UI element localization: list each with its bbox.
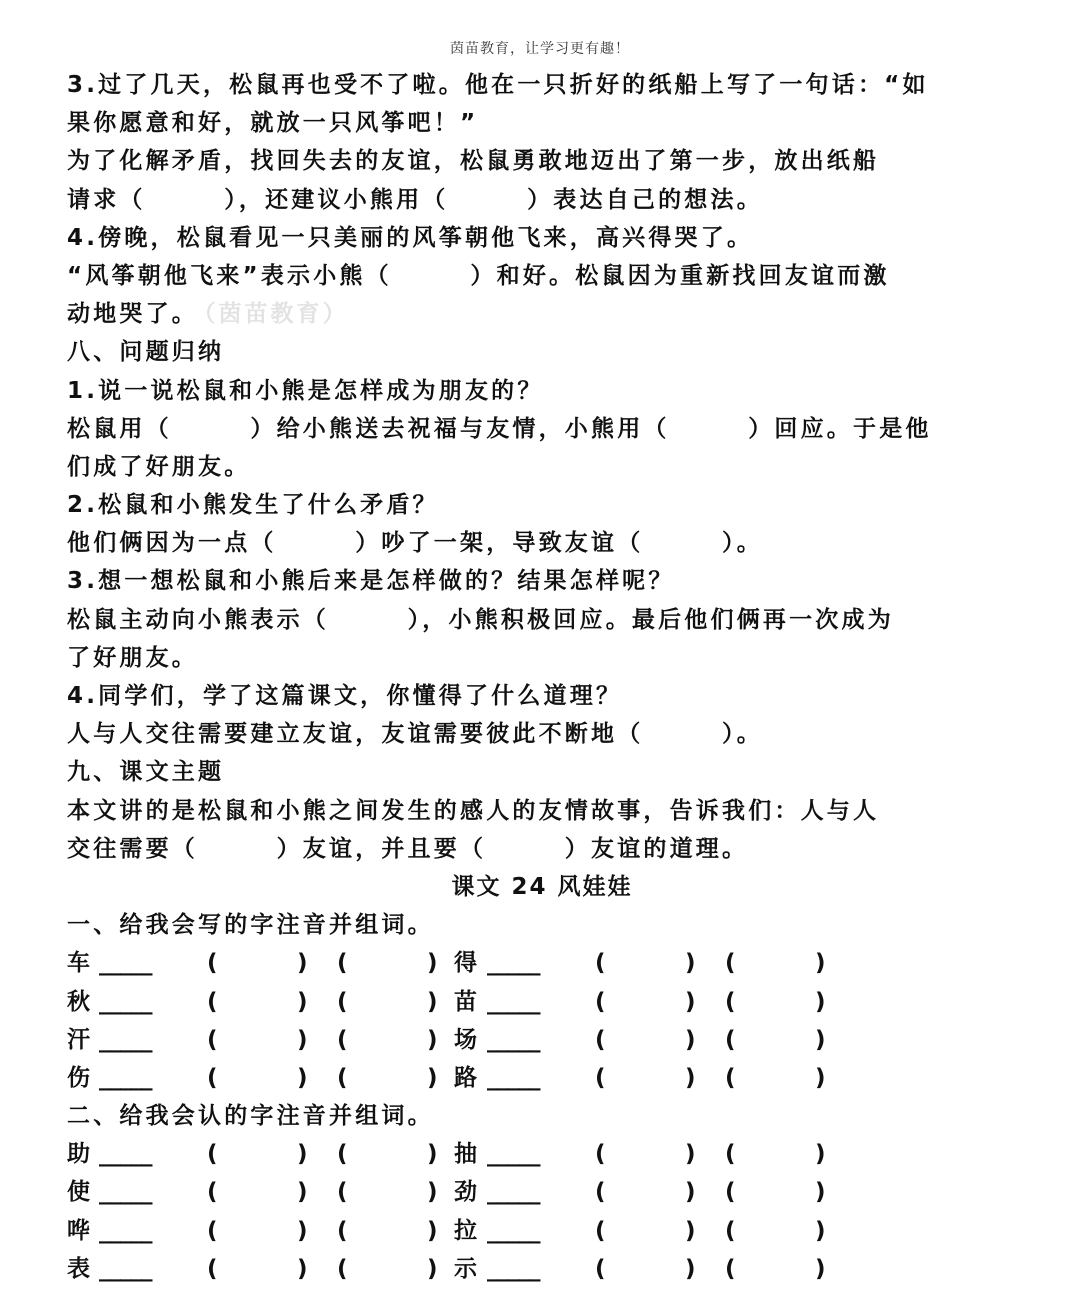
- pinyin-blank[interactable]: _____: [99, 1255, 152, 1282]
- target-character: 哗: [67, 1217, 90, 1244]
- word-blank-close[interactable]: ): [297, 1026, 308, 1053]
- worksheet-content: [67, 66, 1017, 1288]
- pinyin-blank[interactable]: _____: [487, 950, 540, 977]
- pinyin-blank[interactable]: _____: [99, 1179, 152, 1206]
- word-blank-close[interactable]: ): [427, 1026, 438, 1053]
- word-blank-open[interactable]: (: [725, 1064, 736, 1091]
- answer-line: 了好朋友。: [67, 644, 198, 671]
- word-blank-open[interactable]: (: [595, 1217, 606, 1244]
- word-blank-close[interactable]: ): [815, 1255, 826, 1282]
- word-blank-open[interactable]: (: [337, 950, 348, 977]
- question: 1.说一说松鼠和小熊是怎样成为朋友的？: [67, 377, 544, 404]
- word-blank-open[interactable]: (: [595, 1026, 606, 1053]
- word-blank-close[interactable]: ): [297, 1179, 308, 1206]
- char-table-read: [67, 1135, 1017, 1288]
- pinyin-blank[interactable]: _____: [99, 988, 152, 1015]
- word-blank-close[interactable]: ): [685, 1064, 696, 1091]
- char-row: [67, 1212, 1017, 1250]
- target-character: 汗: [67, 1026, 90, 1053]
- text-line: 果你愿意和好，就放一只风筝吧！”: [67, 110, 479, 137]
- word-blank-open[interactable]: (: [337, 1217, 348, 1244]
- watermark: （茵苗教育）: [204, 301, 349, 328]
- word-blank-open[interactable]: (: [337, 1179, 348, 1206]
- word-blank-close[interactable]: ): [685, 1255, 696, 1282]
- char-row: [67, 1250, 1017, 1288]
- word-blank-open[interactable]: (: [207, 1179, 218, 1206]
- word-blank-open[interactable]: (: [207, 1217, 218, 1244]
- answer-line: 松鼠用（ ）给小熊送去祝福与友情，小熊用（ ）回应。于是他: [67, 415, 932, 442]
- word-blank-close[interactable]: ): [427, 988, 438, 1015]
- section-title: 八、问题归纳: [67, 339, 225, 366]
- target-character: 劲: [454, 1179, 477, 1206]
- target-character: 抽: [454, 1141, 477, 1168]
- target-character: 示: [454, 1255, 477, 1282]
- word-blank-close[interactable]: ): [427, 1179, 438, 1206]
- target-character: 助: [67, 1141, 90, 1168]
- target-character: 场: [454, 1026, 477, 1053]
- pinyin-blank[interactable]: _____: [487, 1064, 540, 1091]
- word-blank-open[interactable]: (: [725, 988, 736, 1015]
- word-blank-open[interactable]: (: [595, 988, 606, 1015]
- text-line: 动地哭了。: [67, 301, 198, 328]
- word-blank-close[interactable]: ): [815, 1064, 826, 1091]
- pinyin-blank[interactable]: _____: [99, 950, 152, 977]
- target-character: 表: [67, 1255, 90, 1282]
- pinyin-blank[interactable]: _____: [99, 1141, 152, 1168]
- word-blank-open[interactable]: (: [725, 1179, 736, 1206]
- part-title: 一、给我会写的字注音并组词。: [67, 912, 434, 939]
- word-blank-open[interactable]: (: [725, 1255, 736, 1282]
- word-blank-open[interactable]: (: [337, 1026, 348, 1053]
- word-blank-close[interactable]: ): [297, 1141, 308, 1168]
- section-title: 九、课文主题: [67, 759, 225, 786]
- word-blank-close[interactable]: ): [815, 950, 826, 977]
- word-blank-close[interactable]: ): [815, 1026, 826, 1053]
- target-character: 得: [454, 950, 477, 977]
- char-row: [67, 983, 1017, 1021]
- word-blank-close[interactable]: ): [297, 1217, 308, 1244]
- word-blank-close[interactable]: ): [427, 1217, 438, 1244]
- text-line: 4.傍晚，松鼠看见一只美丽的风筝朝他飞来，高兴得哭了。: [67, 224, 754, 251]
- word-blank-open[interactable]: (: [207, 1141, 218, 1168]
- target-character: 路: [454, 1064, 477, 1091]
- target-character: 拉: [454, 1217, 477, 1244]
- word-blank-open[interactable]: (: [595, 1255, 606, 1282]
- word-blank-close[interactable]: ): [685, 1217, 696, 1244]
- word-blank-open[interactable]: (: [207, 1026, 218, 1053]
- word-blank-open[interactable]: (: [595, 1064, 606, 1091]
- word-blank-close[interactable]: ): [685, 1179, 696, 1206]
- word-blank-close[interactable]: ): [427, 950, 438, 977]
- word-blank-close[interactable]: ): [815, 1179, 826, 1206]
- target-character: 苗: [454, 988, 477, 1015]
- word-blank-close[interactable]: ): [685, 988, 696, 1015]
- lesson-title: 课文 24 风娃娃: [451, 873, 633, 900]
- word-blank-close[interactable]: ): [297, 1255, 308, 1282]
- text-line-with-watermark: [67, 295, 1017, 333]
- word-blank-open[interactable]: (: [595, 1141, 606, 1168]
- word-blank-close[interactable]: ): [297, 950, 308, 977]
- word-blank-close[interactable]: ): [685, 1141, 696, 1168]
- page-header: 茵苗教育，让学习更有趣！: [450, 41, 630, 57]
- answer-line: 他们俩因为一点（ ）吵了一架，导致友谊（ ）。: [67, 530, 763, 557]
- word-blank-close[interactable]: ): [297, 1064, 308, 1091]
- text-line: “风筝朝他飞来”表示小熊（ ）和好。松鼠因为重新找回友谊而激: [67, 262, 890, 289]
- word-blank-close[interactable]: ): [685, 950, 696, 977]
- char-row: [67, 1173, 1017, 1211]
- word-blank-open[interactable]: (: [337, 988, 348, 1015]
- word-blank-open[interactable]: (: [207, 988, 218, 1015]
- pinyin-blank[interactable]: _____: [487, 1026, 540, 1053]
- word-blank-close[interactable]: ): [815, 1217, 826, 1244]
- target-character: 伤: [67, 1064, 90, 1091]
- word-blank-open[interactable]: (: [595, 950, 606, 977]
- word-blank-open[interactable]: (: [207, 950, 218, 977]
- pinyin-blank[interactable]: _____: [487, 1179, 540, 1206]
- word-blank-open[interactable]: (: [725, 1141, 736, 1168]
- question: 4.同学们，学了这篇课文，你懂得了什么道理？: [67, 683, 623, 709]
- question: 3.想一想松鼠和小熊后来是怎样做的？结果怎样呢？: [67, 568, 675, 595]
- text-line: 交往需要（ ）友谊，并且要（ ）友谊的道理。: [67, 835, 749, 862]
- char-row: [67, 1135, 1017, 1173]
- char-row: [67, 1021, 1017, 1059]
- word-blank-open[interactable]: (: [207, 1255, 218, 1282]
- word-blank-close[interactable]: ): [427, 1141, 438, 1168]
- word-blank-open[interactable]: (: [595, 1179, 606, 1206]
- word-blank-open[interactable]: (: [725, 1217, 736, 1244]
- word-blank-close[interactable]: ): [815, 1141, 826, 1168]
- word-blank-open[interactable]: (: [725, 950, 736, 977]
- text-line: 为了化解矛盾，找回失去的友谊，松鼠勇敢地迈出了第一步，放出纸船: [67, 148, 880, 175]
- word-blank-open[interactable]: (: [337, 1255, 348, 1282]
- text-line: 3.过了几天，松鼠再也受不了啦。他在一只折好的纸船上写了一句话：“如: [67, 72, 929, 98]
- answer-line: 人与人交往需要建立友谊，友谊需要彼此不断地（ ）。: [67, 721, 763, 748]
- text-line: 请求（ ），还建议小熊用（ ）表达自己的想法。: [67, 186, 763, 213]
- pinyin-blank[interactable]: _____: [99, 1217, 152, 1244]
- answer-line: 们成了好朋友。: [67, 453, 251, 480]
- word-blank-open[interactable]: (: [725, 1026, 736, 1053]
- word-blank-close[interactable]: ): [427, 1255, 438, 1282]
- word-blank-open[interactable]: (: [337, 1141, 348, 1168]
- char-row: [67, 944, 1017, 982]
- pinyin-blank[interactable]: _____: [99, 1026, 152, 1053]
- pinyin-blank[interactable]: _____: [487, 1141, 540, 1168]
- char-row: [67, 1059, 1017, 1097]
- word-blank-close[interactable]: ): [685, 1026, 696, 1053]
- answer-line: 松鼠主动向小熊表示（ ），小熊积极回应。最后他们俩再一次成为: [67, 606, 894, 633]
- target-character: 使: [67, 1179, 90, 1206]
- word-blank-close[interactable]: ): [427, 1064, 438, 1091]
- pinyin-blank[interactable]: _____: [99, 1064, 152, 1091]
- word-blank-open[interactable]: (: [337, 1064, 348, 1091]
- word-blank-close[interactable]: ): [815, 988, 826, 1015]
- pinyin-blank[interactable]: _____: [487, 1217, 540, 1244]
- word-blank-close[interactable]: ): [297, 988, 308, 1015]
- text-line: 本文讲的是松鼠和小熊之间发生的感人的友情故事，告诉我们：人与人: [67, 797, 880, 824]
- part-title: 二、给我会认的字注音并组词。: [67, 1103, 434, 1130]
- target-character: 秋: [67, 988, 90, 1015]
- pinyin-blank[interactable]: _____: [487, 1255, 540, 1282]
- char-table-write: [67, 944, 1017, 1097]
- pinyin-blank[interactable]: _____: [487, 988, 540, 1015]
- word-blank-open[interactable]: (: [207, 1064, 218, 1091]
- question: 2.松鼠和小熊发生了什么矛盾？: [67, 492, 439, 519]
- target-character: 车: [67, 950, 90, 977]
